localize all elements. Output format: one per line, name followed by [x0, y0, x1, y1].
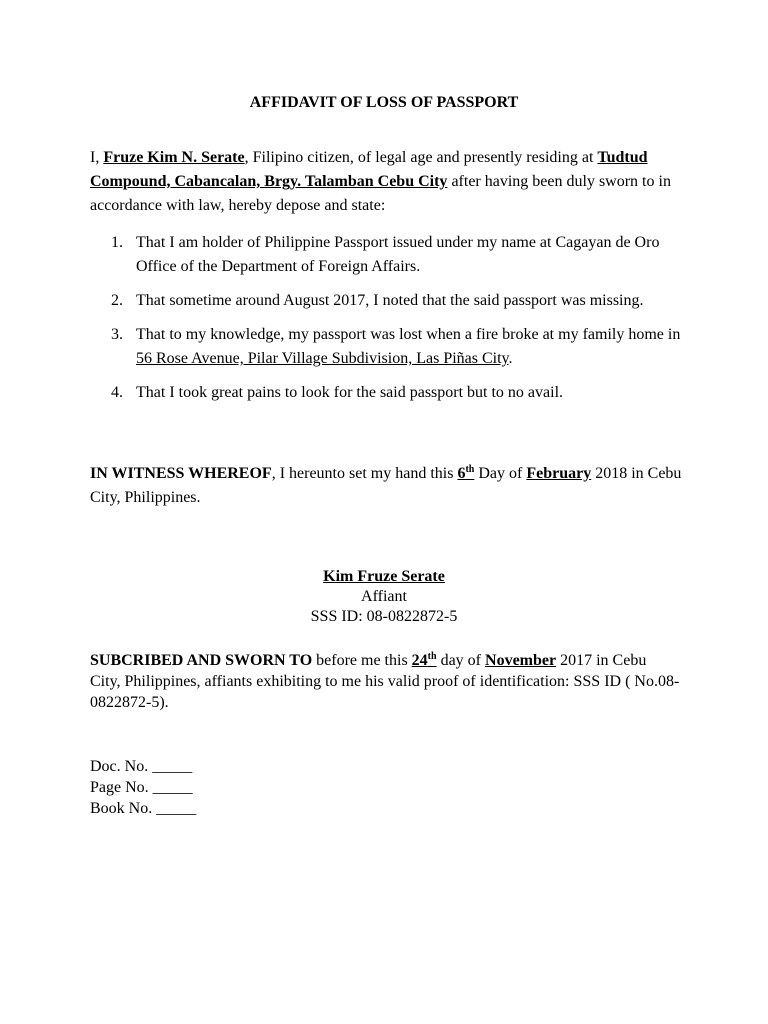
item-number: 3. — [111, 326, 123, 343]
item-text-after: . — [508, 350, 513, 367]
witness-day-suffix: th — [465, 464, 475, 475]
item-text: That I am holder of Philippine Passport issued under my name at Cagayan de Oro Office of the Department of Foreign Affairs. — [136, 234, 660, 275]
item-number: 2. — [111, 292, 123, 309]
list-item — [90, 231, 690, 279]
jurat-month: November — [485, 652, 557, 669]
affiant-name: Fruze Kim N. Serate — [103, 149, 245, 166]
witness-month: February — [526, 465, 592, 482]
list-item — [90, 323, 690, 371]
item-text: That sometime around August 2017, I noted that the said passport was missing. — [136, 292, 644, 309]
witness-text-3: 2018 in Cebu City, Philippines. — [90, 465, 682, 506]
intro-prefix: I, — [90, 149, 104, 166]
intro-text-1: , Filipino citizen, of legal age and presently residing at — [244, 149, 598, 166]
item-number: 4. — [111, 384, 123, 401]
jurat-text-2: day of — [436, 652, 486, 669]
list-item — [90, 381, 690, 405]
signatory-name: Kim Fruze Serate — [323, 568, 445, 585]
jurat-lead: SUBCRIBED AND SWORN TO — [90, 652, 313, 669]
witness-paragraph — [90, 462, 690, 510]
witness-text-1: , I hereunto set my hand this — [271, 465, 458, 482]
jurat-text-1: before me this — [312, 652, 412, 669]
document-title: AFFIDAVIT OF LOSS OF PASSPORT — [249, 94, 519, 111]
signatory-role: Affiant — [361, 588, 407, 605]
page-number: Page No. _____ — [90, 779, 193, 796]
witness-lead: IN WITNESS WHEREOF — [90, 465, 272, 482]
intro-text-2: after having been duly sworn to in accordance with law, hereby depose and state: — [90, 173, 671, 214]
residence-address: Tudtud Compound, Cabancalan, Brgy. Talamban Cebu City — [90, 149, 648, 190]
item-text: That I took great pains to look for the said passport but to no avail. — [136, 384, 564, 401]
jurat-paragraph — [90, 650, 680, 713]
doc-number: Doc. No. _____ — [90, 758, 193, 775]
list-item — [90, 289, 690, 313]
statement-list — [90, 231, 690, 415]
jurat-text-3: 2017 in Cebu City, Philippines, affiants exhibiting to me his valid proof of identification: SSS ID ( No.08-0822872-5). — [90, 652, 680, 711]
family-home-address: 56 Rose Avenue, Pilar Village Subdivision, Las Piñas City — [136, 350, 509, 367]
witness-text-2: Day of — [474, 465, 527, 482]
notarial-register — [90, 756, 196, 819]
book-number: Book No. _____ — [90, 800, 197, 817]
item-text-before: That to my knowledge, my passport was lost when a fire broke at my family home in — [136, 326, 681, 343]
signatory-id: SSS ID: 08-0822872-5 — [310, 608, 458, 625]
intro-paragraph — [90, 146, 690, 218]
witness-day: 6th — [457, 464, 475, 482]
jurat-day-suffix: th — [427, 651, 437, 662]
signature-block — [0, 567, 768, 627]
jurat-day: 24th — [411, 651, 437, 669]
item-number: 1. — [111, 234, 123, 251]
item-text — [136, 326, 680, 367]
